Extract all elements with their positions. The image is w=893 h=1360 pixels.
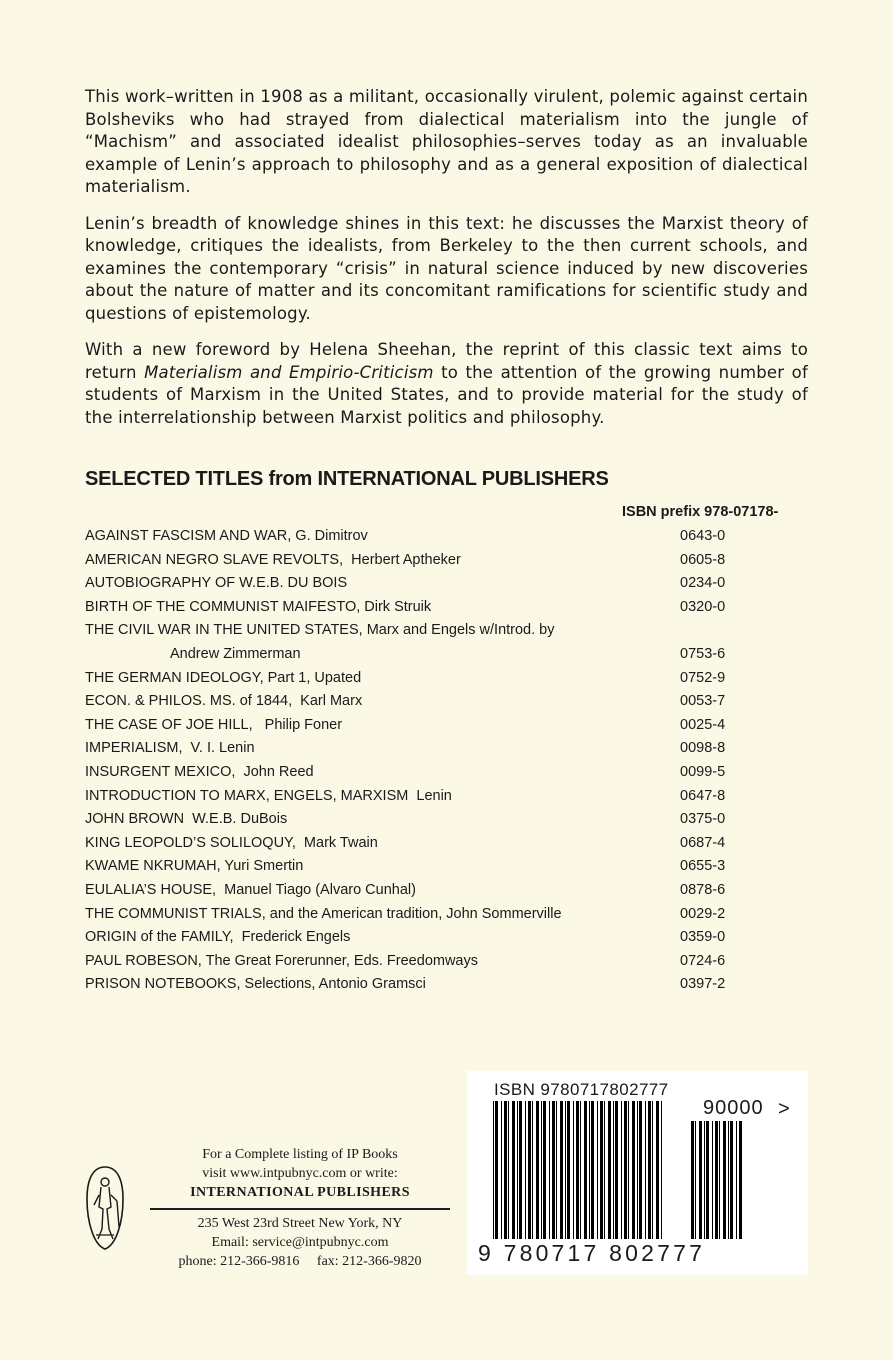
title-row	[85, 808, 785, 832]
title-row	[85, 643, 785, 667]
title-text: THE CIVIL WAR IN THE UNITED STATES, Marx and Engels w/Introd. by	[85, 622, 555, 639]
barcode-bar	[728, 1121, 729, 1239]
barcode-bar	[624, 1101, 627, 1239]
barcode-bar	[699, 1121, 702, 1239]
divider	[150, 1208, 450, 1210]
barcode-bar	[719, 1121, 720, 1239]
title-row	[85, 690, 785, 714]
title-row	[85, 950, 785, 974]
title-row	[85, 926, 785, 950]
catalog-heading: SELECTED TITLES from INTERNATIONAL PUBLISHERS	[85, 468, 609, 490]
barcode-bar	[589, 1101, 590, 1239]
barcode-bar	[639, 1101, 642, 1239]
barcode-bar	[552, 1101, 555, 1239]
barcode-bar	[493, 1101, 494, 1239]
title-text: JOHN BROWN W.E.B. DuBois	[85, 811, 288, 828]
title-row	[85, 549, 785, 573]
title-isbn: 0752-9	[680, 669, 726, 686]
barcode-bar	[652, 1101, 653, 1239]
title-isbn: 0359-0	[680, 929, 726, 946]
barcode-bar	[628, 1101, 629, 1239]
barcode-bar	[532, 1101, 533, 1239]
barcode-bar	[637, 1101, 638, 1239]
barcode-bar	[501, 1101, 502, 1239]
title-row	[85, 619, 785, 643]
barcode-bar	[517, 1101, 518, 1239]
title-text: AUTOBIOGRAPHY OF W.E.B. DU BOIS	[85, 575, 348, 592]
title-row	[85, 785, 785, 809]
barcode-bar	[508, 1101, 509, 1239]
barcode-bar	[576, 1101, 579, 1239]
title-text: ORIGIN of the FAMILY, Frederick Engels	[85, 929, 351, 946]
title-text: AMERICAN NEGRO SLAVE REVOLTS, Herbert Aptheker	[85, 551, 461, 568]
barcode-bar	[565, 1101, 566, 1239]
blurb-p3-before: With a new foreword by Helena Sheehan, the reprint of this classic text aims to return	[85, 340, 808, 382]
barcode-bar	[604, 1101, 605, 1239]
barcode-bar	[512, 1101, 515, 1239]
titles-list	[85, 525, 785, 997]
title-isbn: 0878-6	[680, 881, 726, 898]
price-code: 90000	[703, 1097, 764, 1119]
title-text: THE CASE OF JOE HILL, Philip Foner	[85, 716, 343, 733]
blurb-paragraph-2: Lenin’s breadth of knowledge shines in this text: he discusses the Marxist theory of knowledge, critiques the idealists, from Berkeley to the then current schools, and examines the contemporary “crisis” in natural science induced by new discoveries about the nature of matter and its concomitant ramifications for scientific study and questions of epistemology.	[85, 213, 808, 323]
barcode-bar	[591, 1101, 594, 1239]
title-text: EULALIA’S HOUSE, Manuel Tiago (Alvaro Cunhal)	[85, 881, 416, 898]
blurb-paragraph-1: This work–written in 1908 as a militant, occasionally virulent, polemic against certain Bolsheviks who had strayed from dialectical materialism into the jungle of “Machism” and associated idealist philosophies–serves today as an invaluable example of Lenin’s approach to philosophy and as a general exposition of dialectical materialism.	[85, 87, 808, 196]
barcode-bar	[528, 1101, 531, 1239]
title-row	[85, 832, 785, 856]
publisher-logo-icon	[84, 1165, 126, 1251]
title-isbn: 0647-8	[680, 787, 726, 804]
barcode-bar	[519, 1101, 522, 1239]
title-text: KWAME NKRUMAH, Yuri Smertin	[85, 858, 304, 875]
title-text: AGAINST FASCISM AND WAR, G. Dimitrov	[85, 528, 368, 544]
barcode-bar	[541, 1101, 542, 1239]
barcode-bar	[580, 1101, 581, 1239]
barcode-bar	[661, 1101, 662, 1239]
barcode-bar	[615, 1101, 618, 1239]
barcode-bar	[736, 1121, 737, 1239]
title-text: KING LEOPOLD’S SOLILOQUY, Mark Twain	[85, 834, 378, 851]
title-text: THE GERMAN IDEOLOGY, Part 1, Upated	[85, 669, 362, 686]
title-row	[85, 667, 785, 691]
title-text: PRISON NOTEBOOKS, Selections, Antonio Gramsci	[85, 976, 426, 993]
title-row	[85, 973, 785, 997]
title-text: Andrew Zimmerman	[170, 645, 301, 662]
address-line: 235 West 23rd Street New York, NY	[197, 1215, 403, 1231]
barcode-bar	[704, 1121, 705, 1239]
publisher-name: INTERNATIONAL PUBLISHERS	[190, 1185, 410, 1200]
barcode-bar	[739, 1121, 742, 1239]
barcode-bar	[584, 1101, 587, 1239]
title-isbn: 0655-3	[680, 858, 726, 875]
title-isbn: 0724-6	[680, 952, 726, 969]
barcode-bar	[691, 1121, 694, 1239]
title-row	[85, 879, 785, 903]
title-isbn: 0099-5	[680, 763, 726, 780]
title-isbn: 0375-0	[680, 811, 726, 828]
title-row	[85, 572, 785, 596]
website-line: visit www.intpubnyc.com or write:	[202, 1166, 398, 1181]
title-row	[85, 714, 785, 738]
barcode-bar	[656, 1101, 659, 1239]
title-text: BIRTH OF THE COMMUNIST MAIFESTO, Dirk Struik	[85, 598, 432, 615]
title-row	[85, 761, 785, 785]
description-blurb	[85, 86, 808, 443]
barcode-bar	[645, 1101, 646, 1239]
email-line: Email: service@intpubnyc.com	[211, 1234, 389, 1250]
title-isbn: 0643-0	[680, 528, 726, 544]
barcode-bar	[543, 1101, 546, 1239]
title-text: ECON. & PHILOS. MS. of 1844, Karl Marx	[85, 693, 363, 710]
barcode-bar	[504, 1101, 507, 1239]
title-isbn: 0234-0	[680, 575, 726, 592]
book-title-italic: Materialism and Empirio-Criticism	[144, 362, 434, 382]
isbn-prefix-label: ISBN prefix 978-07178-	[622, 504, 779, 520]
publisher-info	[150, 1145, 450, 1271]
title-isbn: 0053-7	[680, 693, 726, 710]
title-text: IMPERIALISM, V. I. Lenin	[85, 740, 255, 757]
title-row	[85, 855, 785, 879]
barcode-bar	[730, 1121, 733, 1239]
title-isbn: 0687-4	[680, 834, 726, 851]
barcode-bar	[632, 1101, 635, 1239]
title-row	[85, 596, 785, 620]
barcode-bar	[525, 1101, 526, 1239]
title-text: THE COMMUNIST TRIALS, and the American tradition, John Sommerville	[85, 905, 562, 922]
blurb-p3-after: to the attention of the growing number of students of Marxism in the United States, and to provide material for the study of the interrelationship between Marxist politics and philosophy.	[85, 362, 808, 427]
barcode-bar	[621, 1101, 622, 1239]
barcode-bar	[560, 1101, 563, 1239]
title-isbn: 0098-8	[680, 740, 726, 757]
barcode-digits: 9 780717 802777	[478, 1240, 706, 1266]
title-row	[85, 903, 785, 927]
barcode-bar	[706, 1121, 709, 1239]
title-text: INTRODUCTION TO MARX, ENGELS, MARXISM Lenin	[85, 787, 452, 804]
barcode-bar	[495, 1101, 498, 1239]
barcode-bar	[695, 1121, 696, 1239]
barcode-bar	[597, 1101, 598, 1239]
barcode-bar	[723, 1121, 726, 1239]
title-row	[85, 737, 785, 761]
blurb-paragraph-3	[85, 339, 808, 429]
title-isbn: 0753-6	[680, 645, 726, 662]
title-isbn: 0605-8	[680, 551, 726, 568]
barcode-bar	[648, 1101, 651, 1239]
barcode-bar	[600, 1101, 603, 1239]
title-isbn: 0320-0	[680, 598, 726, 615]
barcode-bar	[536, 1101, 539, 1239]
barcode-bar	[549, 1101, 550, 1239]
barcode-bar	[613, 1101, 614, 1239]
phone-line: phone: 212-366-9816 fax: 212-366-9820	[178, 1253, 422, 1269]
barcode-isbn-text: ISBN 9780717802777	[494, 1080, 669, 1099]
title-row	[85, 525, 785, 549]
barcode-bar	[715, 1121, 718, 1239]
title-text: PAUL ROBESON, The Great Forerunner, Eds. Freedomways	[85, 952, 478, 969]
title-isbn: 0025-4	[680, 716, 726, 733]
barcode-bar	[712, 1121, 713, 1239]
barcode-bar	[573, 1101, 574, 1239]
price-mark: >	[778, 1098, 790, 1120]
title-isbn: 0397-2	[680, 976, 726, 993]
barcode-bar	[567, 1101, 570, 1239]
barcode-bar	[556, 1101, 557, 1239]
listing-line: For a Complete listing of IP Books	[202, 1147, 398, 1162]
title-text: INSURGENT MEXICO, John Reed	[85, 763, 314, 780]
title-isbn: 0029-2	[680, 905, 726, 922]
barcode-bar	[608, 1101, 611, 1239]
